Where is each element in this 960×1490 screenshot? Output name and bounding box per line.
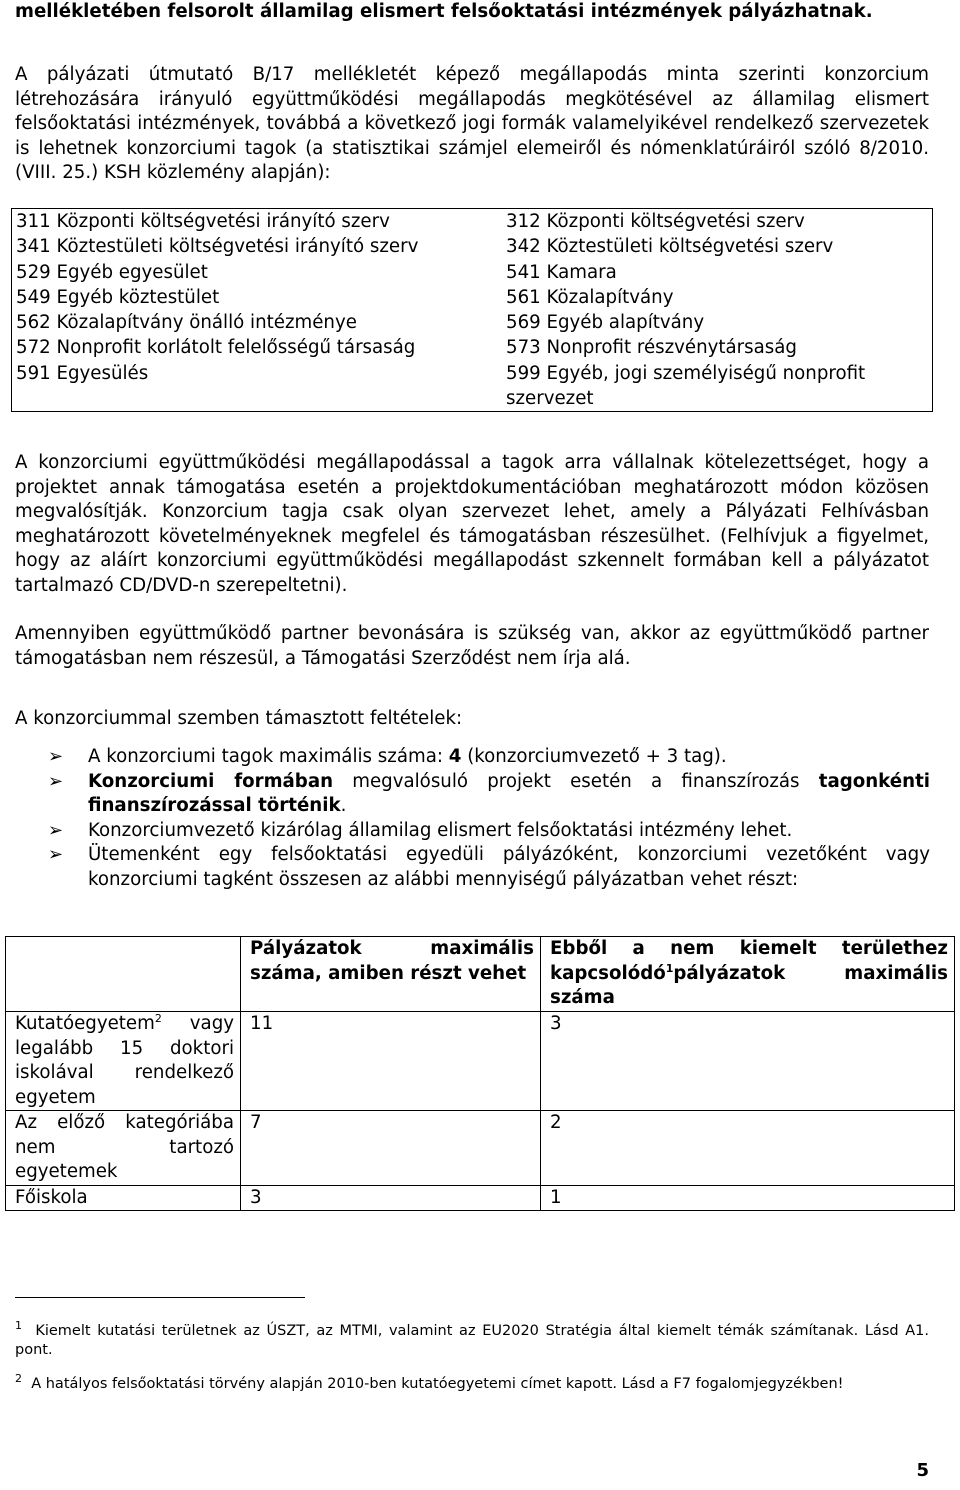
code-right-cell: 561 Közalapítvány xyxy=(506,286,674,308)
table-row-label: Főiskola xyxy=(6,1185,241,1211)
cooperating-partner-paragraph: Amennyiben együttműködő partner bevonására is szükség van, akkor az együttműködő partner támogatásban nem részesül, a Támogatási Szerződést nem írja alá. xyxy=(15,623,929,669)
code-left-cell: 341 Köztestületi költségvetési irányító szerv xyxy=(16,236,419,258)
list-item: ➢ Ütemenként egy felsőoktatási egyedüli pályázóként, konzorciumi vezetőként vagy konzorciumi tagként összesen az alábbi mennyiségű pályázatban vehet részt: xyxy=(48,844,930,890)
table-row xyxy=(6,1111,955,1186)
code-right-cell: 342 Köztestületi költségvetési szerv xyxy=(506,236,834,258)
arrow-bullet-icon: ➢ xyxy=(48,746,64,767)
table-header-max-applications: Pályázatok maximális száma, amiben részt vehet xyxy=(241,937,541,1012)
table-row xyxy=(12,209,933,235)
list-item: ➢ Konzorciumvezető kizárólag államilag elismert felsőoktatási intézmény lehet. xyxy=(48,819,930,844)
footnote-2: $^2$ A hatályos felsőoktatási törvény alapján 2010-ben kutatóegyetemi címet kapott. Lásd a F7 fogalomjegyzékben! xyxy=(15,1372,844,1392)
application-limits-table xyxy=(5,936,955,1211)
code-left-cell: 572 Nonprofit korlátolt felelősségű társaság xyxy=(16,337,416,359)
code-right-cell: 573 Nonprofit részvénytársaság xyxy=(506,337,797,359)
arrow-bullet-icon: ➢ xyxy=(48,770,64,792)
table-cell-nonpriority: 2 xyxy=(541,1111,955,1186)
code-right-cell: 569 Egyéb alapítvány xyxy=(506,312,705,334)
page-number: 5 xyxy=(916,1460,929,1481)
footnote-1: $^1$ Kiemelt kutatási területnek az ÚSZT, az MTMI, valamint az EU2020 Stratégia által kiemelt témák számítanak. Lásd A1. pont. xyxy=(15,1319,929,1358)
arrow-bullet-icon: ➢ xyxy=(48,819,64,841)
code-right-cell: 599 Egyéb, jogi személyiségű nonprofit szervezet xyxy=(506,362,866,410)
code-left-cell: 529 Egyéb egyesület xyxy=(16,261,208,283)
table-row xyxy=(6,1012,955,1111)
consortium-agreement-paragraph: A konzorciumi együttműködési megállapodással a tagok arra vállalnak kötelezettséget, hogy a projektet annak támogatása esetén a projektdokumentációban meghatározott módon közösen megvalósítják. Konzorcium tagja csak olyan szervezet lehet, amely a Pályázati Felhívásban meghatározott követelményeknek megfelel és támogatásban részesülhet. (Felhívjuk a figyelmet, hogy az aláírt konzorciumi együttműködési megállapodást szkennelt formában kell a pályázatot tartalmazó CD/DVD-n szerepeltetni). xyxy=(15,452,929,596)
code-left-cell: 549 Egyéb köztestület xyxy=(16,286,220,308)
table-header-row xyxy=(6,937,955,1012)
table-header-nonpriority: Ebből a nem kiemelt területhez kapcsolódó$^1$pályázatok maximális száma xyxy=(541,937,955,1012)
table-cell-max: 7 xyxy=(241,1111,541,1186)
code-left-cell: 591 Egyesülés xyxy=(16,362,149,384)
table-cell-nonpriority: 1 xyxy=(541,1185,955,1211)
table-row xyxy=(12,310,933,335)
list-item: ➢ Konzorciumi formában megvalósuló projekt esetén a finanszírozás tagonkénti finanszírozással történik. xyxy=(48,770,930,816)
list-item: ➢ A konzorciumi tagok maximális száma: 4 (konzorciumvezető + 3 tag). xyxy=(48,745,930,770)
intro-first-paragraph: mellékletében felsorolt államilag elismert felsőoktatási intézmények pályázhatnak. xyxy=(15,1,873,22)
table-row xyxy=(6,1185,955,1211)
table-cell-max: 3 xyxy=(241,1185,541,1211)
legal-form-codes-table xyxy=(11,208,933,412)
table-cell-nonpriority: 3 xyxy=(541,1012,955,1111)
table-row xyxy=(12,335,933,360)
conditions-heading: A konzorciummal szemben támasztott feltételek: xyxy=(15,708,463,729)
intro-paragraph: A pályázati útmutató B/17 mellékletét képező megállapodás minta szerinti konzorcium létrehozására irányuló együttműködési megállapodás megkötésével az államilag elismert felsőoktatási intézmények, továbbá a következő jogi formák valamelyikével rendelkező szervezetek is lehetnek konzorciumi tagok (a statisztikai számjel elemeiről és nómenklatúráiról szóló 8/2010.(VIII. 25.) KSH közlemény alapján): xyxy=(15,64,929,183)
table-row xyxy=(12,285,933,310)
table-row xyxy=(12,234,933,259)
table-cell-max: 11 xyxy=(241,1012,541,1111)
code-left-cell: 311 Központi költségvetési irányító szerv xyxy=(16,211,390,232)
arrow-bullet-icon: ➢ xyxy=(48,844,64,865)
conditions-list xyxy=(48,745,930,892)
table-row-label: Az előző kategóriába nem tartozó egyetemek xyxy=(6,1111,241,1186)
code-left-cell: 562 Közalapítvány önálló intézménye xyxy=(16,312,357,334)
table-row-label: Kutatóegyetem$^2$ vagy legalább 15 doktori iskolával rendelkező egyetem xyxy=(6,1012,241,1111)
code-right-cell: 312 Központi költségvetési szerv xyxy=(506,211,805,232)
footnote-separator xyxy=(15,1297,305,1298)
table-row xyxy=(12,260,933,285)
table-header-cell-empty xyxy=(6,937,241,1012)
code-right-cell: 541 Kamara xyxy=(506,261,617,283)
table-row xyxy=(12,361,933,412)
